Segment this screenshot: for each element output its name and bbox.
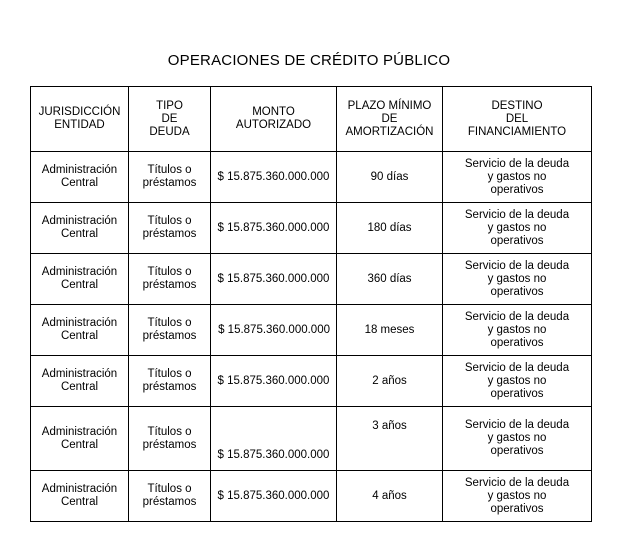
header-minimum-term: PLAZO MÍNIMO DE AMORTIZACIÓN xyxy=(337,87,443,152)
header-authorized-amount: MONTO AUTORIZADO xyxy=(211,87,337,152)
cell-amount: $ 15.875.360.000.000 xyxy=(211,305,337,356)
table-header-row xyxy=(31,87,592,152)
cell-term: 4 años xyxy=(337,471,443,522)
header-debt-type: TIPO DE DEUDA xyxy=(129,87,211,152)
cell-debt-type: Títulos o préstamos xyxy=(129,356,211,407)
cell-destination: Servicio de la deuda y gastos no operativos xyxy=(443,471,592,522)
cell-destination: Servicio de la deuda y gastos no operativos xyxy=(443,203,592,254)
table-row xyxy=(31,471,592,522)
cell-term: 360 días xyxy=(337,254,443,305)
cell-amount: $ 15.875.360.000.000 xyxy=(211,407,337,471)
page-title: OPERACIONES DE CRÉDITO PÚBLICO xyxy=(167,52,451,69)
cell-term: 90 días xyxy=(337,152,443,203)
cell-destination: Servicio de la deuda y gastos no operativos xyxy=(443,407,592,471)
cell-entity: Administración Central xyxy=(31,203,129,254)
cell-destination: Servicio de la deuda y gastos no operativos xyxy=(443,152,592,203)
cell-debt-type: Títulos o préstamos xyxy=(129,407,211,471)
cell-entity: Administración Central xyxy=(31,407,129,471)
cell-amount: $ 15.875.360.000.000 xyxy=(211,254,337,305)
credit-operations-table xyxy=(30,86,592,522)
header-jurisdiction: JURISDICCIÓN ENTIDAD xyxy=(31,87,129,152)
cell-destination: Servicio de la deuda y gastos no operativos xyxy=(443,356,592,407)
cell-entity: Administración Central xyxy=(31,471,129,522)
cell-term: 180 días xyxy=(337,203,443,254)
cell-debt-type: Títulos o préstamos xyxy=(129,254,211,305)
cell-destination: Servicio de la deuda y gastos no operativos xyxy=(443,254,592,305)
table-row xyxy=(31,254,592,305)
cell-entity: Administración Central xyxy=(31,356,129,407)
cell-amount: $ 15.875.360.000.000 xyxy=(211,471,337,522)
cell-entity: Administración Central xyxy=(31,305,129,356)
cell-amount: $ 15.875.360.000.000 xyxy=(211,203,337,254)
table-row xyxy=(31,203,592,254)
cell-amount: $ 15.875.360.000.000 xyxy=(211,356,337,407)
table-row xyxy=(31,407,592,471)
cell-debt-type: Títulos o préstamos xyxy=(129,152,211,203)
cell-entity: Administración Central xyxy=(31,152,129,203)
table-row xyxy=(31,356,592,407)
cell-amount: $ 15.875.360.000.000 xyxy=(211,152,337,203)
cell-entity: Administración Central xyxy=(31,254,129,305)
header-destination: DESTINO DEL FINANCIAMIENTO xyxy=(443,87,592,152)
cell-destination: Servicio de la deuda y gastos no operativos xyxy=(443,305,592,356)
cell-term: 18 meses xyxy=(337,305,443,356)
cell-debt-type: Títulos o préstamos xyxy=(129,305,211,356)
cell-debt-type: Títulos o préstamos xyxy=(129,471,211,522)
table-row xyxy=(31,305,592,356)
cell-debt-type: Títulos o préstamos xyxy=(129,203,211,254)
cell-term: 2 años xyxy=(337,356,443,407)
cell-term: 3 años xyxy=(337,407,443,471)
table-row xyxy=(31,152,592,203)
